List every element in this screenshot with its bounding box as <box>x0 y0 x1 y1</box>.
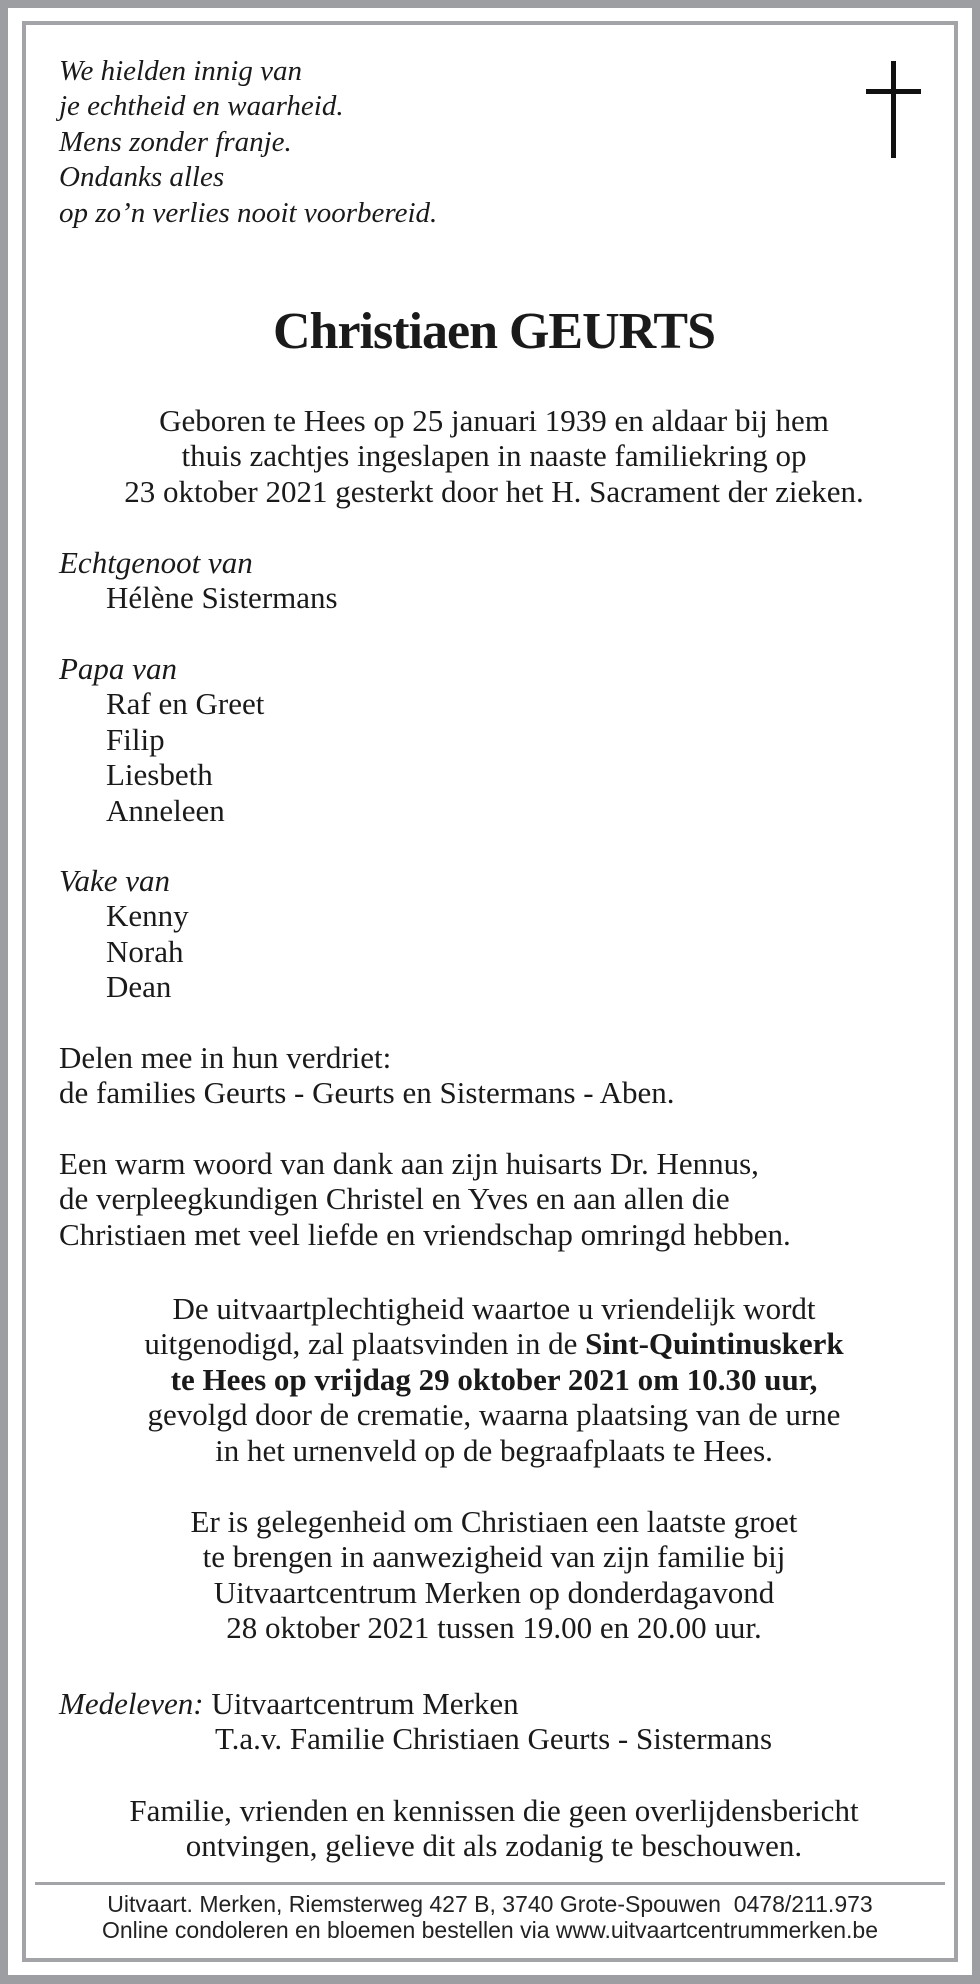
text-line: Geboren te Hees op 25 januari 1939 en aldaar bij hem <box>159 403 829 438</box>
obituary-card <box>22 21 958 1962</box>
poem-line: Ondanks alles <box>59 161 225 194</box>
family-name: Anneleen <box>106 792 225 828</box>
text-line: de families Geurts - Geurts en Sistermans - Aben. <box>59 1075 675 1111</box>
section-label: Medeleven: <box>59 1686 204 1721</box>
funeral-date-text: te Hees op vrijdag 29 oktober 2021 om 10.30 uur, <box>170 1361 818 1397</box>
family-name: Norah <box>106 933 184 969</box>
text-line: 23 oktober 2021 gesterkt door het H. Sacrament der zieken. <box>124 473 864 509</box>
visitation-info <box>26 1504 962 1646</box>
text-line: te brengen in aanwezigheid van zijn familie bij <box>202 1539 786 1575</box>
text-line: in het urnenveld op de begraafplaats te Hees. <box>215 1432 773 1468</box>
text-line: thuis zachtjes ingeslapen in naaste familiekring op <box>181 438 807 474</box>
funeral-date <box>26 1362 962 1397</box>
funeral-info <box>26 1291 962 1468</box>
footer-divider <box>35 1882 945 1885</box>
children-section <box>59 651 264 828</box>
text: Uitvaartcentrum Merken <box>211 1686 519 1721</box>
funeral-home-website: Online condoleren en bloemen bestellen via www.uitvaartcentrummerken.be <box>101 1917 879 1943</box>
section-label: Echtgenoot van <box>59 545 253 580</box>
condolences <box>59 1686 772 1757</box>
text-line: ontvingen, gelieve dit als zodanig te beschouwen. <box>185 1828 803 1864</box>
spouse-section <box>59 545 338 616</box>
text-line: Uitvaartcentrum Merken op donderdagavond <box>213 1574 775 1610</box>
cross-icon <box>866 61 921 158</box>
funeral-home-address: Uitvaart. Merken, Riemsterweg 427 B, 3740 Grote-Spouwen 0478/211.973 <box>107 1891 873 1917</box>
text-line: Delen mee in hun verdriet: <box>59 1040 392 1075</box>
family-name: Liesbeth <box>106 757 213 793</box>
poem-line: op zo’n verlies nooit voorbereid. <box>59 196 438 229</box>
sharing-grief <box>59 1040 675 1111</box>
family-name: Raf en Greet <box>106 686 265 722</box>
text-line: Christiaen met veel liefde en vriendschap omringd hebben. <box>59 1216 791 1252</box>
text-line <box>26 1326 962 1361</box>
poem-line: We hielden innig van <box>59 55 302 87</box>
text-line: Een warm woord van dank aan zijn huisarts Dr. Hennus, <box>59 1146 759 1181</box>
church-name: Sint-Quintinuskerk <box>585 1326 844 1362</box>
poem-line: je echtheid en waarheid. <box>59 90 344 123</box>
section-label: Papa van <box>59 651 177 686</box>
deceased-name: Christiaen GEURTS <box>272 303 715 360</box>
text-line: Familie, vrienden en kennissen die geen overlijdensbericht <box>129 1793 859 1828</box>
condolences-line <box>59 1686 772 1721</box>
notice <box>26 1793 962 1864</box>
footer <box>0 1891 980 1943</box>
text-line: De uitvaartplechtigheid waartoe u vriendelijk wordt <box>172 1291 816 1326</box>
poem-line: Mens zonder franje. <box>59 125 292 158</box>
grandchildren-section <box>59 863 189 1005</box>
text-line: T.a.v. Familie Christiaen Geurts - Sistermans <box>215 1721 773 1757</box>
thanks <box>59 1146 791 1252</box>
text-line: de verpleegkundigen Christel en Yves en aan allen die <box>59 1181 730 1217</box>
family-name: Hélène Sistermans <box>106 580 338 616</box>
birth-death-info <box>26 403 962 509</box>
text: uitgenodigd, zal plaatsvinden in de <box>144 1326 586 1362</box>
text-line: Er is gelegenheid om Christiaen een laatste groet <box>190 1504 798 1539</box>
text-line: 28 oktober 2021 tussen 19.00 en 20.00 uur. <box>226 1610 762 1646</box>
section-label: Vake van <box>59 863 171 898</box>
poem <box>59 54 437 231</box>
family-name: Filip <box>106 721 165 757</box>
family-name: Kenny <box>106 898 189 934</box>
text-line: gevolgd door de crematie, waarna plaatsing van de urne <box>147 1397 841 1433</box>
family-name: Dean <box>106 969 172 1005</box>
